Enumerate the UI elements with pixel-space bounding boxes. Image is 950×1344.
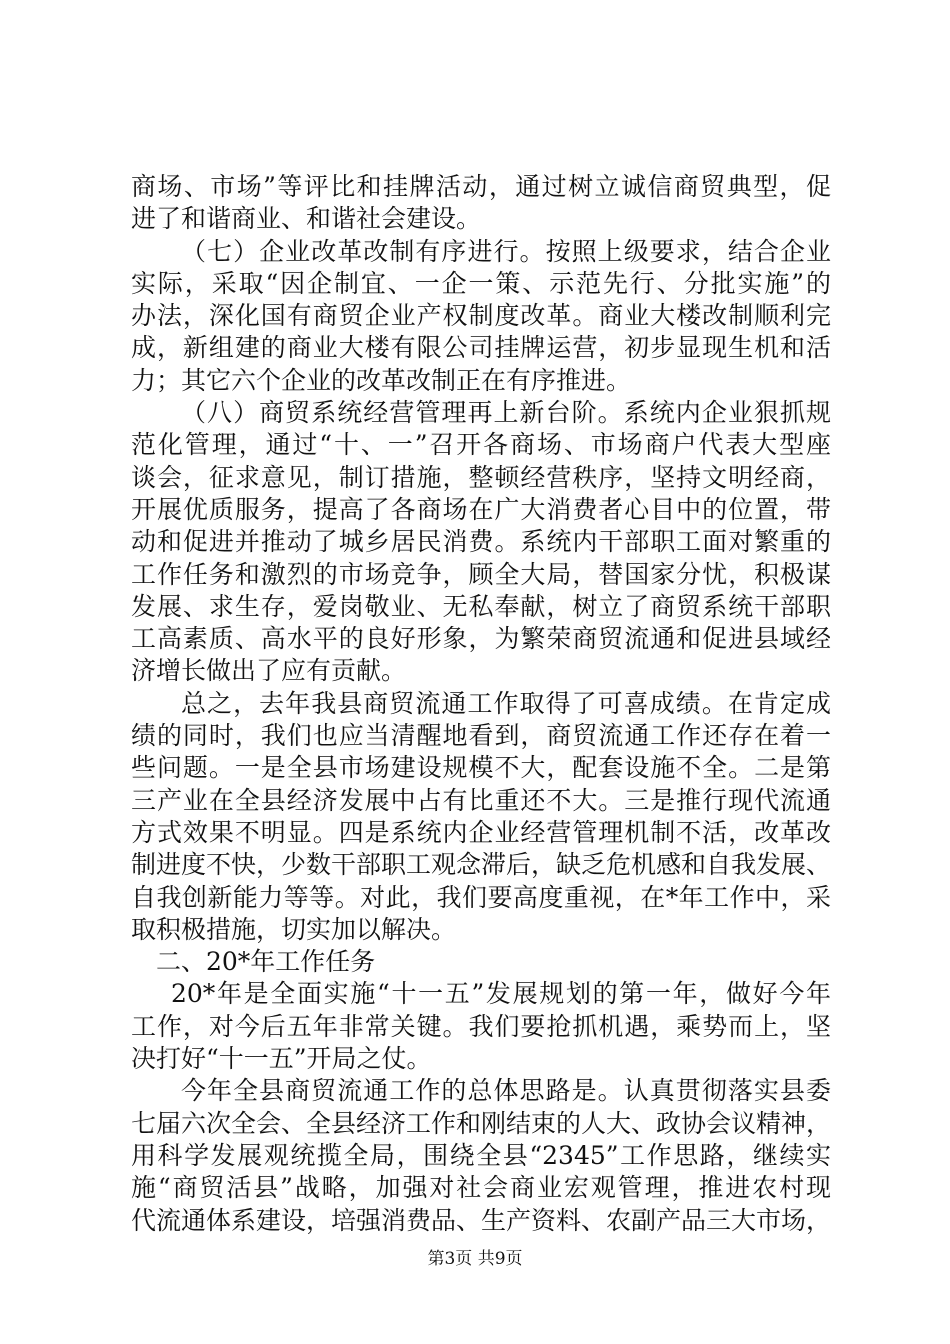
- text-line: 20*年是全面实施“十一五”发展规划的第一年，做好今年: [171, 979, 831, 1009]
- page-footer: 第3页 共9页: [427, 1249, 523, 1269]
- text-line: 些问题。一是全县市场建设规模不大，配套设施不全。二是第: [131, 753, 831, 783]
- text-line: （七）企业改革改制有序进行。按照上级要求，结合企业: [181, 236, 831, 266]
- text-line: 范化管理，通过“十、一”召开各商场、市场商户代表大型座: [131, 430, 831, 460]
- text-line: 谈会，征求意见，制订措施，整顿经营秩序，坚持文明经商，: [131, 462, 831, 492]
- text-line: 绩的同时，我们也应当清醒地看到，商贸流通工作还存在着一: [131, 721, 831, 751]
- text-line: 进了和谐商业、和谐社会建设。: [131, 204, 482, 234]
- text-line: 自我创新能力等等。对此，我们要高度重视，在*年工作中，采: [131, 882, 831, 912]
- text-line: 代流通体系建设，培强消费品、生产资料、农副产品三大市场，: [131, 1205, 832, 1235]
- text-line: 用科学发展观统揽全局，围绕全县“2345”工作思路，继续实: [131, 1140, 831, 1170]
- text-line: 开展优质服务，提高了各商场在广大消费者心目中的位置，带: [131, 494, 831, 524]
- text-line: 取积极措施，切实加以解决。: [131, 914, 457, 944]
- text-line: 施“商贸活县”战略，加强对社会商业宏观管理，推进农村现: [131, 1173, 831, 1203]
- text-line: 工作任务和激烈的市场竞争，顾全大局，替国家分忧，积极谋: [131, 559, 831, 589]
- text-line: 实际，采取“因企制宜、一企一策、示范先行、分批实施”的: [131, 268, 831, 298]
- text-line: 七届六次全会、全县经济工作和刚结束的人大、政协会议精神，: [131, 1108, 832, 1138]
- text-line: 商场、市场”等评比和挂牌活动，通过树立诚信商贸典型，促: [131, 172, 831, 201]
- text-line: 制进度不快，少数干部职工观念滞后，缺乏危机感和自我发展、: [131, 850, 832, 880]
- text-line: 济增长做出了应有贡献。: [131, 656, 407, 686]
- text-line: 三产业在全县经济发展中占有比重还不大。三是推行现代流通: [131, 785, 831, 815]
- text-line: 动和促进并推动了城乡居民消费。系统内干部职工面对繁重的: [131, 527, 831, 557]
- text-line: 决打好“十一五”开局之仗。: [131, 1044, 432, 1074]
- text-line: （八）商贸系统经营管理再上新台阶。系统内企业狠抓规: [181, 398, 831, 428]
- text-line: 力；其它六个企业的改革改制正在有序推进。: [131, 365, 632, 395]
- text-line: 今年全县商贸流通工作的总体思路是。认真贯彻落实县委: [181, 1076, 831, 1106]
- text-line: 发展、求生存，爱岗敬业、无私奉献，树立了商贸系统干部职: [131, 591, 831, 621]
- text-line: 工作，对今后五年非常关键。我们要抢抓机遇，乘势而上，坚: [131, 1011, 831, 1041]
- text-line: 二、20*年工作任务: [156, 947, 376, 977]
- text-line: 方式效果不明显。四是系统内企业经营管理机制不活，改革改: [131, 817, 831, 847]
- text-line: 工高素质、高水平的良好形象，为繁荣商贸流通和促进县域经: [131, 624, 831, 654]
- text-line: 成，新组建的商业大楼有限公司挂牌运营，初步显现生机和活: [131, 333, 831, 363]
- text-line: 办法，深化国有商贸企业产权制度改革。商业大楼改制顺利完: [131, 301, 831, 331]
- document-body: [131, 171, 831, 1237]
- text-line: 总之，去年我县商贸流通工作取得了可喜成绩。在肯定成: [181, 688, 831, 718]
